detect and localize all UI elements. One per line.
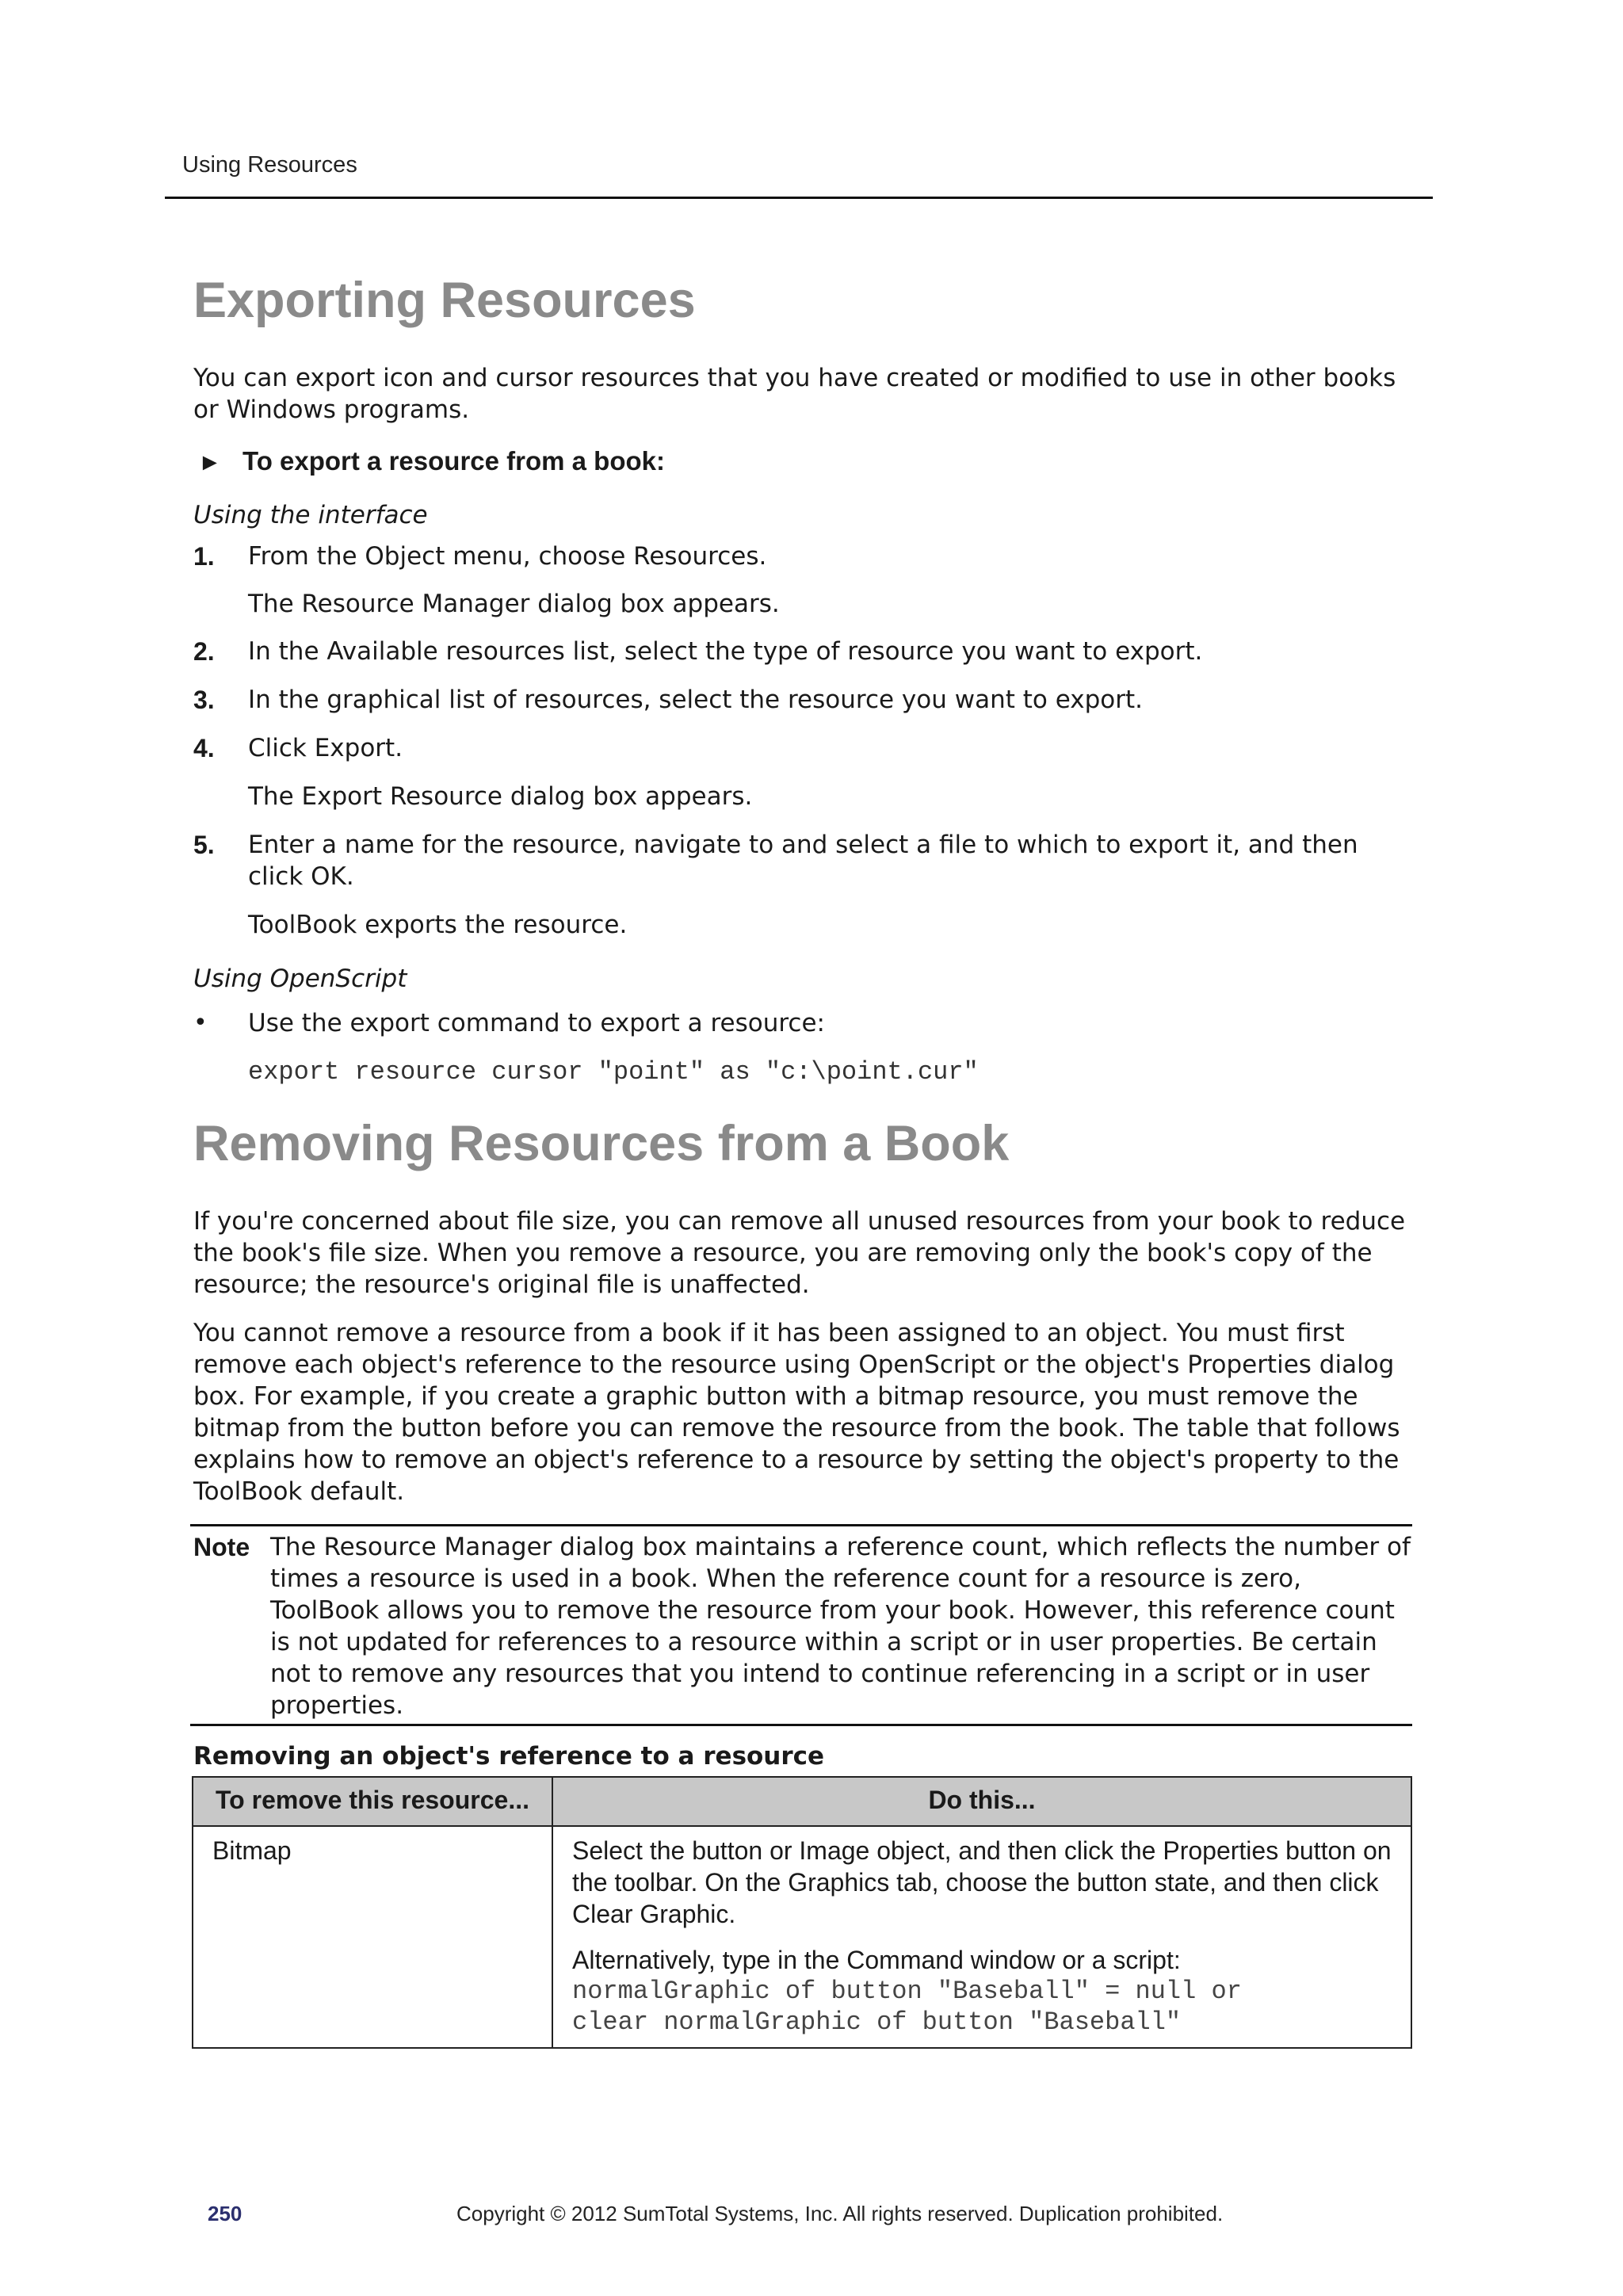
table-cell-instruction (552, 1826, 1411, 2048)
triangle-arrow-icon: ► (198, 449, 222, 476)
copyright-footer: Copyright © 2012 SumTotal Systems, Inc. All rights reserved. Duplication prohibited. (456, 2202, 1224, 2225)
step-number: 5. (193, 831, 215, 859)
table-header-cell: Do this... (552, 1777, 1411, 1826)
step-text: In the graphical list of resources, select the resource you want to export. (248, 686, 1143, 714)
table-header-cell: To remove this resource... (193, 1777, 552, 1826)
table-row (193, 1826, 1411, 2048)
instruction-text: Select the button or Image object, and then click the Properties button on the toolbar. On the Graphics tab, choose the button state, and then click Clear Graphic. (572, 1836, 1392, 1928)
running-header: Using Resources (182, 152, 357, 178)
bullet-icon: • (193, 1009, 208, 1037)
method-label-interface: Using the interface (193, 501, 428, 529)
step-text: Enter a name for the resource, navigate to and select a file to which to export it, and then click OK. (248, 831, 1358, 891)
step-result: ToolBook exports the resource. (248, 911, 628, 939)
step-number: 4. (193, 734, 215, 762)
method-label-openscript: Using OpenScript (193, 965, 407, 993)
bullet-text: Use the export command to export a resource: (248, 1009, 825, 1037)
header-rule (165, 197, 1433, 199)
table-caption: Removing an object's reference to a resource (193, 1742, 825, 1771)
alternative-text: Alternatively, type in the Command window or a script: (572, 1946, 1181, 1974)
code-line: normalGraphic of button "Baseball" = null or (572, 1977, 1242, 2006)
note-bottom-rule (190, 1724, 1412, 1726)
procedure-heading (198, 446, 665, 476)
page-number: 250 (208, 2202, 242, 2225)
step-number: 3. (193, 686, 215, 714)
table-cell-resource: Bitmap (193, 1826, 552, 2048)
step-result: The Export Resource dialog box appears. (248, 782, 753, 811)
section-title-exporting: Exporting Resources (193, 273, 696, 328)
step-number: 1. (193, 542, 215, 571)
remove-para-1: If you're concerned about file size, you can remove all unused resources from your book to reduce the book's file size. When you remove a resource, you are removing only the book's copy of the resource; the resource's original file is unaffected. (193, 1207, 1406, 1299)
section-title-removing: Removing Resources from a Book (193, 1116, 1010, 1171)
step-text: In the Available resources list, select the type of resource you want to export. (248, 637, 1203, 666)
export-intro: You can export icon and cursor resources that you have created or modified to use in other books or Windows programs. (193, 364, 1396, 424)
code-line: clear normalGraphic of button "Baseball" (572, 2008, 1182, 2037)
step-number: 2. (193, 637, 215, 666)
reference-table (192, 1776, 1412, 2049)
remove-para-2: You cannot remove a resource from a book if it has been assigned to an object. You must first remove each object's reference to the resource using OpenScript or the object's Properties dialog box. For example, if you create a graphic button with a bitmap resource, you must remove the bitmap from the button before you can remove the resource from the book. The table that follows explains how to remove an object's reference to a resource by setting the object's property to the ToolBook default. (193, 1319, 1400, 1506)
step-text: Click Export. (248, 734, 403, 762)
note-label: Note (193, 1533, 250, 1561)
export-code-sample: export resource cursor "point" as "c:\point.cur" (248, 1057, 979, 1087)
note-text: The Resource Manager dialog box maintains a reference count, which reflects the number of times a resource is used in a book. When the reference count for a resource is zero, ToolBook allows you to remove the resource from your book. However, this reference count is not updated for references to a resource within a script or in user properties. Be certain not to remove any resources that you intend to continue referencing in a script or in user properties. (270, 1533, 1411, 1720)
step-text: From the Object menu, choose Resources. (248, 542, 767, 571)
step-result: The Resource Manager dialog box appears. (248, 590, 780, 618)
note-top-rule (190, 1524, 1412, 1526)
procedure-heading-text: To export a resource from a book: (242, 446, 665, 476)
table-header-row (193, 1777, 1411, 1826)
